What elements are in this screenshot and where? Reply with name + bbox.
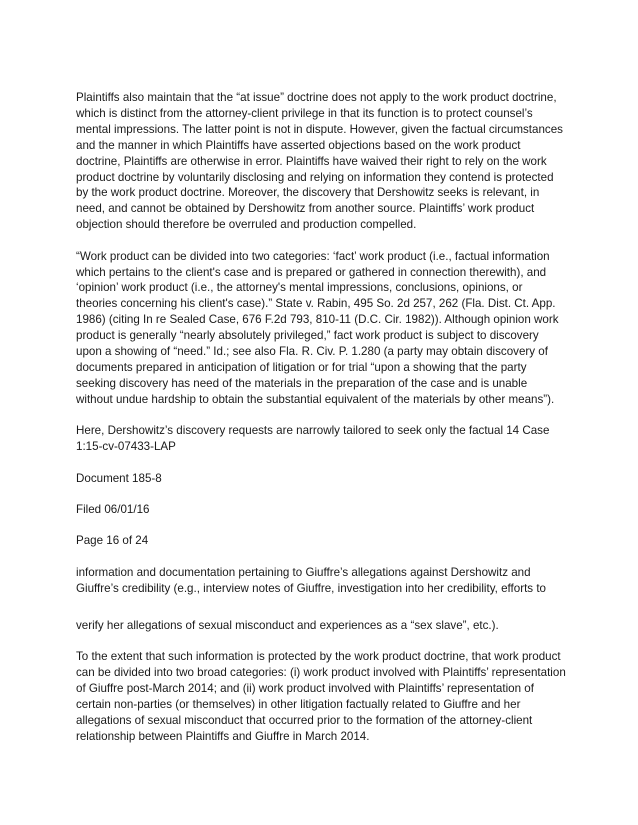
page-header-page-number: Page 16 of 24 — [76, 534, 149, 548]
page-header-filed-date: Filed 06/01/16 — [76, 502, 150, 516]
document-body — [76, 90, 566, 744]
paragraph-information-pertaining: information and documentation pertaining to Giuffre’s allegations against Dershowitz and Giuffre’s credibility (e.g., interview notes of Giuffre, investigation into her credibility, efforts to — [76, 565, 546, 595]
page-header-document-number: Document 185-8 — [76, 471, 162, 485]
paragraph-work-product-categories: “Work product can be divided into two categories: ‘fact’ work product (i.e., factual information which pertains to the client's case and is prepared or gathered in connection therewith), and ‘opinion’ work product (i.e., the attorney's mental impressions, conclusions, opinions, or theories concerning his client's case).” State v. Rabin, 495 So. 2d 257, 262 (Fla. Dist. Ct. App. 1986) (citing In re Sealed Case, 676 F.2d 793, 810-11 (D.C. Cir. 1982)). Although opinion work product is generally “nearly absolutely privileged,” fact work product is subject to discovery upon a showing of “need.” Id.; see also Fla. R. Civ. P. 1.280 (a party may obtain discovery of documents prepared in anticipation of litigation or for trial “upon a showing that the party seeking discovery has need of the materials in the preparation of the case and is unable without undue hardship to obtain the substantial equivalent of the materials by other means”). — [76, 249, 559, 406]
paragraph-two-broad-categories: To the extent that such information is protected by the work product doctrine, that work product can be divided into two broad categories: (i) work product involved with Plaintiffs’ representation of Giuffre post-March 2014; and (ii) work product involved with Plaintiffs’ representation of certain non-parties (or themselves) in other litigation factually related to Giuffre and her allegations of sexual misconduct that occurred prior to the formation of the attorney-client relationship between Plaintiffs and Giuffre in March 2014. — [76, 649, 566, 743]
paragraph-narrow-requests: Here, Dershowitz’s discovery requests are narrowly tailored to seek only the factual 14 Case 1:15-cv-07433-LAP — [76, 424, 550, 454]
paragraph-work-product-waiver: Plaintiffs also maintain that the “at issue” doctrine does not apply to the work product doctrine, which is distinct from the attorney-client privilege in that its function is to protect counsel’s mental impressions. The latter point is not in dispute. However, given the factual circumstances and the manner in which Plaintiffs have asserted objections based on the work product doctrine, Plaintiffs are otherwise in error. Plaintiffs have waived their right to rely on the work product doctrine by voluntarily disclosing and relying on information they contend is protected by the work product doctrine. Moreover, the discovery that Dershowitz seeks is relevant, in need, and cannot be obtained by Dershowitz from another source. Plaintiffs’ work product objection should therefore be overruled and production compelled. — [76, 91, 563, 232]
paragraph-verify-allegations: verify her allegations of sexual misconduct and experiences as a “sex slave”, etc.). — [76, 618, 499, 632]
